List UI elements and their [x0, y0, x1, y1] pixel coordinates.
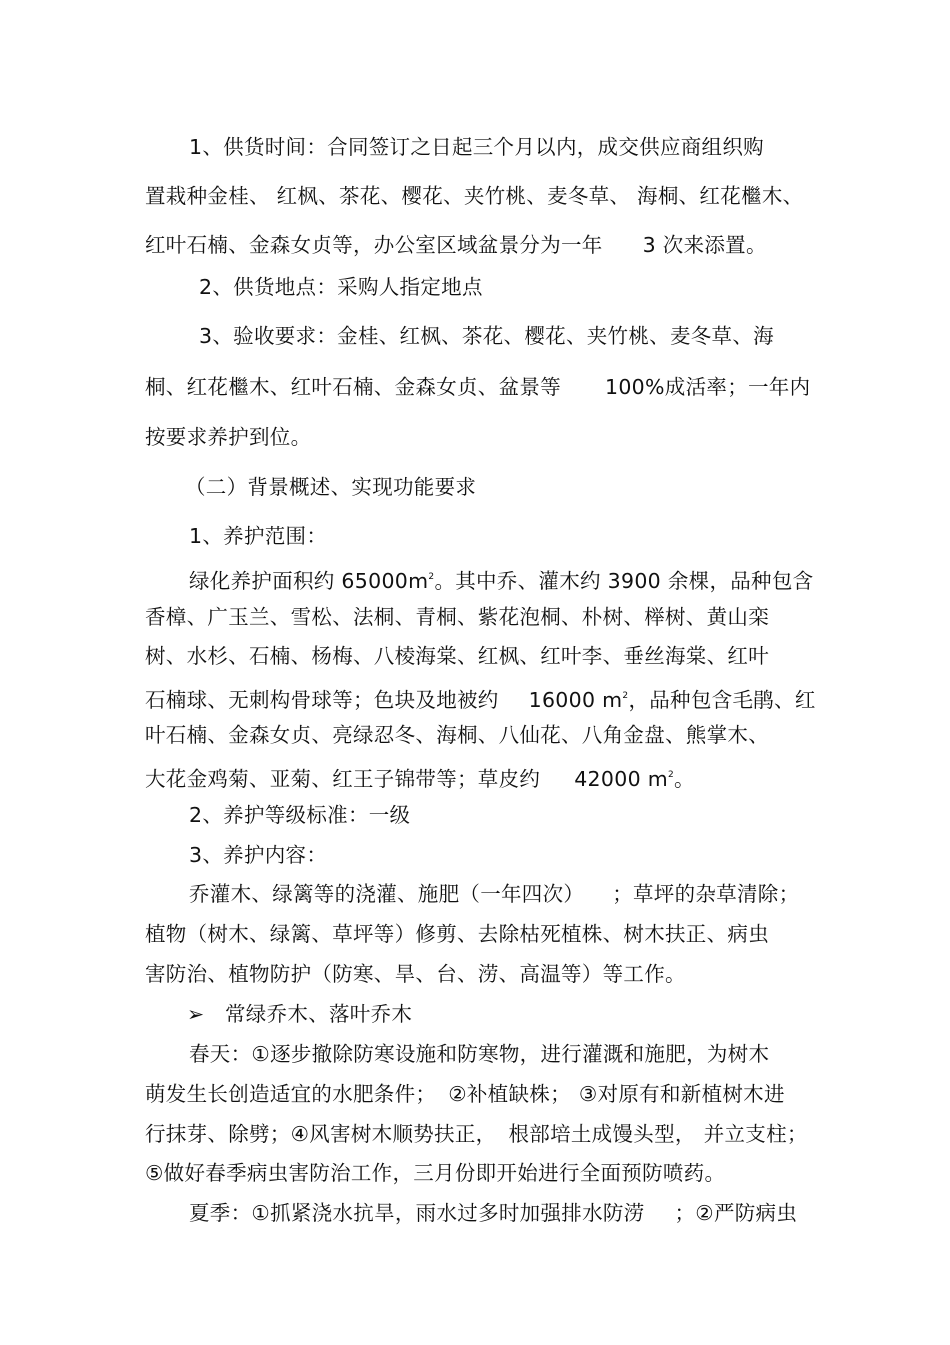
text-span: 3、养护内容： [189, 843, 328, 867]
paragraph-line [189, 842, 327, 868]
text-span: 叶石楠、金森女贞、亮绿忍冬、海桐、八仙花、八角金盘、熊掌木、 [145, 723, 769, 747]
text-span: 置栽种金桂、 红枫、茶花、樱花、夹竹桃、麦冬草、 海桐、红花檵木、 [145, 184, 804, 208]
paragraph-line [145, 1160, 725, 1186]
paragraph-line [145, 1081, 785, 1107]
paragraph-line [145, 961, 686, 987]
text-span: 春天：①逐步撤除防寒设施和防寒物，进行灌溉和施肥，为树木 [189, 1042, 770, 1066]
text-span: ；草坪的杂草清除； [612, 882, 800, 906]
text-span: 行抹芽、除劈；④风害树木顺势扶正， [145, 1122, 497, 1146]
superscript: 2 [428, 572, 435, 582]
text-span: （二）背景概述、实现功能要求 [185, 475, 477, 499]
text-span: 红叶石楠、金森女贞等，办公室区域盆景分为一年 [145, 233, 603, 257]
paragraph-line [189, 1041, 769, 1067]
paragraph-line [145, 762, 695, 792]
superscript: 2 [622, 691, 629, 701]
paragraph-line [189, 802, 410, 828]
paragraph-line [145, 183, 803, 209]
paragraph-line [189, 881, 799, 907]
text-span: 植物（树木、绿篱、草坪等）修剪、去除枯死植株、树木扶正、病虫 [145, 922, 769, 946]
text-span: 乔灌木、绿篱等的浇灌、施肥（一年四次） [189, 882, 585, 906]
text-span: 萌发生长创造适宜的水肥条件； [145, 1082, 437, 1106]
text-span: 桐、红花檵木、红叶石楠、金森女贞、盆景等 [145, 375, 561, 399]
text-span: 害防治、植物防护（防寒、旱、台、涝、高温等）等工作。 [145, 962, 686, 986]
text-span: 1、养护范围： [189, 524, 328, 548]
paragraph-line [145, 643, 769, 669]
superscript: 2 [668, 770, 675, 780]
text-span: 100%成活率；一年内 [605, 375, 811, 399]
bullet-item [187, 1001, 412, 1027]
text-span: 石楠球、无刺构骨球等；色块及地被约 [145, 688, 499, 712]
paragraph-line [189, 564, 813, 594]
text-span: ，品种包含毛鹃、红 [628, 688, 816, 712]
text-span: 。其中乔、灌木约 3900 余棵，品种包含 [434, 569, 814, 593]
text-span: 大花金鸡菊、亚菊、红王子锦带等；草皮约 [145, 767, 541, 791]
text-span: 并立支柱； [703, 1122, 808, 1146]
text-span: 1、供货时间：合同签订之日起三个月以内，成交供应商组织购 [189, 135, 764, 159]
text-span: 常绿乔木、落叶乔木 [225, 1002, 413, 1026]
text-span: 2、供货地点：采购人指定地点 [199, 275, 483, 299]
text-span: 树、水杉、石楠、杨梅、八棱海棠、红枫、红叶李、垂丝海棠、红叶 [145, 644, 769, 668]
text-span: 16000 m [528, 688, 623, 712]
text-span: ②补植缺株； [448, 1082, 571, 1106]
section-heading [185, 474, 476, 500]
paragraph-line [145, 722, 769, 748]
paragraph-line [145, 683, 816, 713]
text-span: 2、养护等级标准：一级 [189, 803, 411, 827]
paragraph-line [189, 1200, 797, 1226]
text-span: 42000 m [574, 767, 669, 791]
text-span: 按要求养护到位。 [145, 425, 312, 449]
paragraph-line [199, 323, 774, 349]
paragraph-line [189, 134, 764, 160]
paragraph-line [199, 274, 483, 300]
text-span: ③对原有和新植树木进 [578, 1082, 785, 1106]
paragraph-line [145, 604, 769, 630]
text-span: 3、验收要求：金桂、红枫、茶花、樱花、夹竹桃、麦冬草、海 [199, 324, 774, 348]
subheading [189, 523, 327, 549]
paragraph-line [145, 921, 769, 947]
text-span: 香樟、广玉兰、雪松、法桐、青桐、紫花泡桐、朴树、榉树、黄山栾 [145, 605, 769, 629]
text-span: 绿化养护面积约 65000m [189, 569, 429, 593]
arrow-bullet-icon: ➢ [187, 1002, 205, 1026]
paragraph-line [145, 1121, 808, 1147]
text-span: 根部培土成馒头型， [508, 1122, 696, 1146]
paragraph-line [145, 424, 311, 450]
text-span: ⑤做好春季病虫害防治工作，三月份即开始进行全面预防喷药。 [145, 1161, 726, 1185]
text-span: ；②严防病虫 [674, 1201, 798, 1225]
text-span: 夏季：①抓紧浇水抗旱，雨水过多时加强排水防涝 [189, 1201, 645, 1225]
paragraph-line [145, 374, 810, 400]
paragraph-line [145, 232, 767, 258]
text-span: 。 [674, 767, 695, 791]
text-span: 3 次来添置。 [642, 233, 767, 257]
